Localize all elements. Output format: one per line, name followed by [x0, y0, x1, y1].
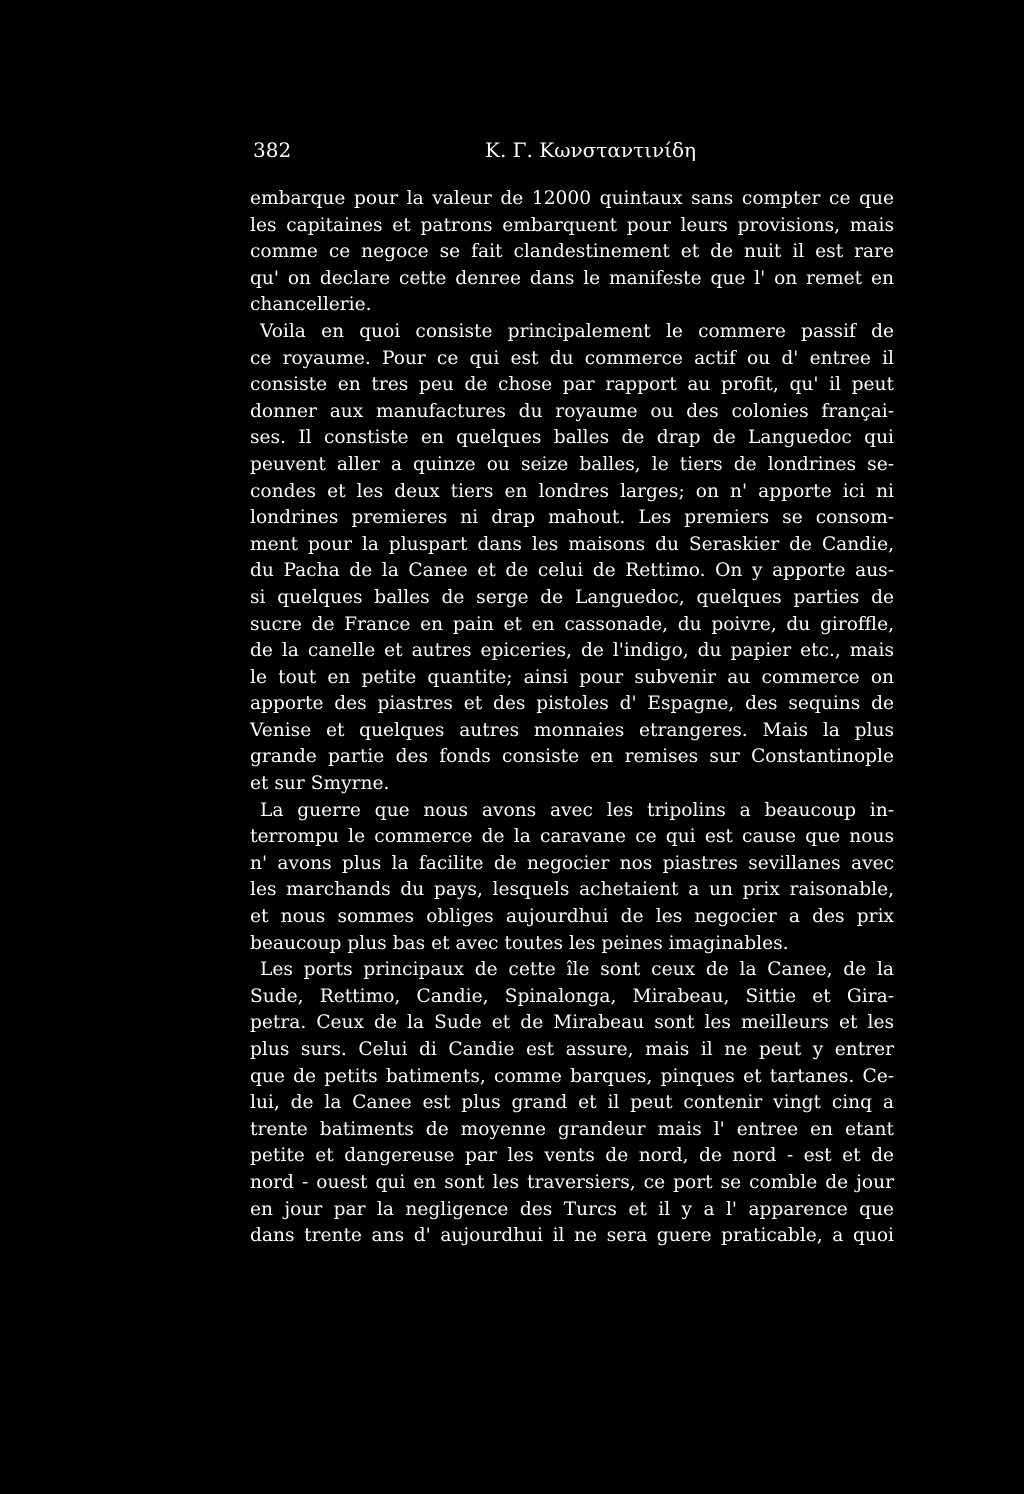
text-line: de la canelle et autres epiceries, de l'indigo, du papier etc., mais — [250, 640, 894, 662]
text-line: plus surs. Celui di Candie est assure, mais il ne peut y entrer — [250, 1039, 894, 1060]
text-line: petite et dangereuse par les vents de nord, de nord - est et de — [250, 1145, 894, 1167]
running-head-title: Κ. Γ. Κωνσταντινίδη — [485, 138, 696, 162]
text-line: le tout en petite quantite; ainsi pour subvenir au commerce on — [250, 666, 894, 688]
text-line: Les ports principaux de cette île sont ceux de la Canee, de la — [260, 959, 894, 981]
text-line: si quelques balles de serge de Languedoc, quelques parties de — [250, 586, 894, 608]
text-line: petra. Ceux de la Sude et de Mirabeau sont les meilleurs et les — [250, 1012, 894, 1034]
text-line: comme ce negoce se fait clandestinement et de nuit il est rare — [250, 241, 894, 263]
text-line: ses. Il constiste en quelques balles de drap de Languedoc qui — [250, 427, 894, 449]
body-text — [250, 186, 894, 1250]
text-line: beaucoup plus bas et avec toutes les peines imaginables. — [250, 932, 789, 954]
page-number: 382 — [253, 138, 292, 162]
text-line: Voila en quoi consiste principalement le commere passif de — [260, 320, 894, 342]
text-line: dans trente ans d' aujourdhui il ne sera guere praticable, a quoi — [250, 1225, 894, 1247]
text-line: grande partie des fonds consiste en remises sur Constantinople — [250, 746, 894, 768]
text-line: trente batiments de moyenne grandeur mais l' entree en etant — [250, 1118, 894, 1140]
running-head — [250, 138, 894, 162]
text-line: apporte des piastres et des pistoles d' Espagne, des sequins de — [250, 693, 894, 715]
text-line: londrines premieres ni drap mahout. Les premiers se consom- — [250, 507, 894, 529]
text-line: ment pour la pluspart dans les maisons du Seraskier de Candie, — [250, 533, 894, 555]
text-line: nord - ouest qui en sont les traversiers, ce port se comble de jour — [250, 1171, 894, 1193]
text-line: condes et les deux tiers en londres larges; on n' apporte ici ni — [250, 480, 894, 502]
text-line: les capitaines et patrons embarquent pour leurs provisions, mais — [250, 214, 894, 236]
text-line: lui, de la Canee est plus grand et il peut contenir vingt cinq a — [250, 1092, 894, 1114]
text-line: La guerre que nous avons avec les tripolins a beaucoup in- — [260, 799, 894, 821]
text-line: n' avons plus la facilite de negocier nos piastres sevillanes avec — [250, 852, 894, 874]
text-line: chancellerie. — [250, 294, 372, 316]
text-line: en jour par la negligence des Turcs et il y a l' apparence que — [250, 1198, 894, 1220]
text-line: terrompu le commerce de la caravane ce qui est cause que nous — [250, 826, 894, 848]
text-line: et nous sommes obliges aujourdhui de les negocier a des prix — [250, 906, 894, 928]
text-line: donner aux manufactures du royaume ou des colonies françai- — [250, 400, 894, 422]
text-line: que de petits batiments, comme barques, pinques et tartanes. Ce- — [250, 1065, 894, 1087]
text-line: ce royaume. Pour ce qui est du commerce actif ou d' entree il — [250, 347, 894, 369]
text-line: les marchands du pays, lesquels achetaient a un prix raisonable, — [250, 879, 894, 901]
text-line: du Pacha de la Canee et de celui de Rettimo. On y apporte aus- — [250, 560, 894, 582]
text-line: Venise et quelques autres monnaies etrangeres. Mais la plus — [250, 719, 894, 741]
text-line: et sur Smyrne. — [250, 773, 390, 795]
text-line: consiste en tres peu de chose par rapport au profit, qu' il peut — [250, 374, 894, 396]
text-line: Sude, Rettimo, Candie, Spinalonga, Mirabeau, Sittie et Gira- — [250, 985, 894, 1007]
text-line: peuvent aller a quinze ou seize balles, le tiers de londrines se- — [250, 453, 894, 475]
text-line: embarque pour la valeur de 12000 quintaux sans compter ce que — [250, 188, 894, 209]
text-line: sucre de France en pain et en cassonade, du poivre, du giroffle, — [250, 613, 894, 635]
text-line: qu' on declare cette denree dans le manifeste que l' on remet en — [250, 267, 894, 289]
